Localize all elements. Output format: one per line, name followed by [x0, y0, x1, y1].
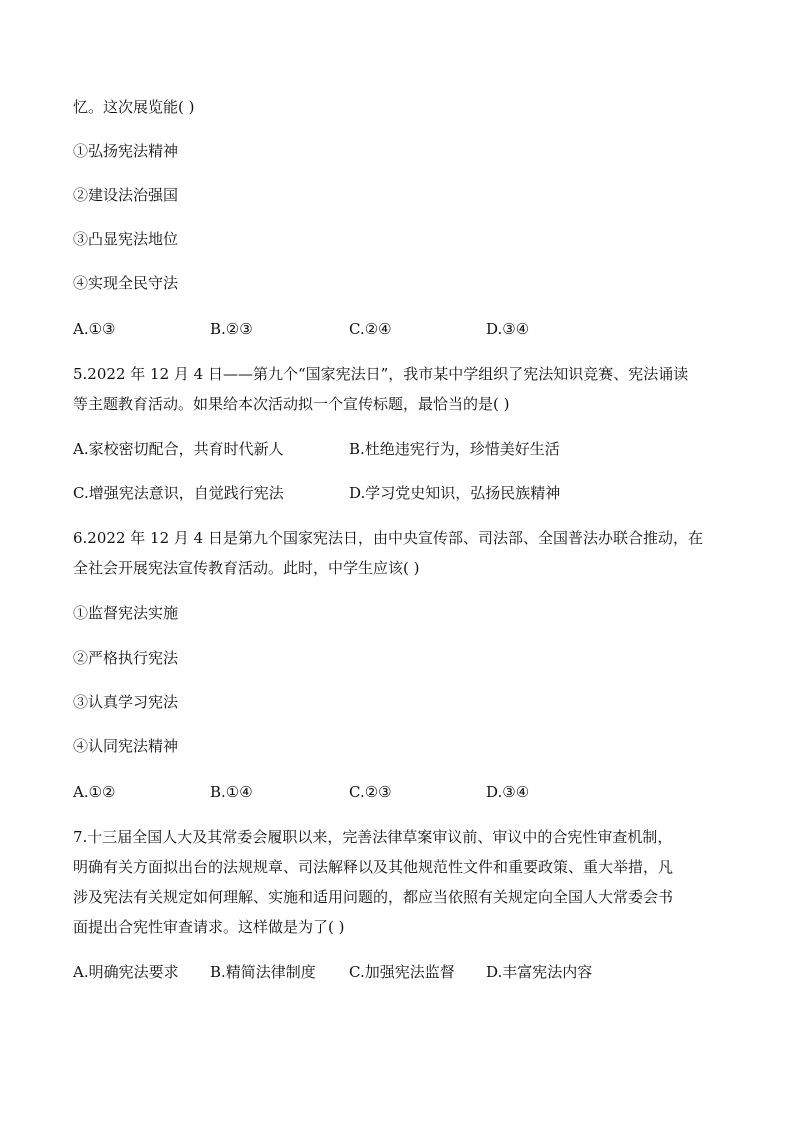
q6-option-c: C.②③	[349, 783, 392, 801]
q4-stem-tail: 忆。这次展览能( )	[73, 98, 195, 116]
q4-option-b: B.②③	[210, 320, 253, 338]
q5-option-a: A.家校密切配合，共育时代新人	[73, 440, 284, 458]
q6-option-b: B.①④	[210, 783, 253, 801]
q5-option-d: D.学习党史知识，弘扬民族精神	[349, 484, 561, 502]
q7-option-a: A.明确宪法要求	[73, 963, 179, 981]
q6-item-4: ④认同宪法精神	[73, 737, 179, 755]
q5-stem-line-2: 等主题教育活动。如果给本次活动拟一个宣传标题，最恰当的是( )	[73, 395, 510, 413]
q7-stem-line-3: 涉及宪法有关规定如何理解、实施和适用问题的，都应当依照有关规定向全国人大常委会书	[73, 888, 674, 906]
q7-option-c: C.加强宪法监督	[349, 963, 455, 981]
q6-option-d: D.③④	[486, 783, 530, 801]
q4-option-d: D.③④	[486, 320, 530, 338]
q7-option-d: D.丰富宪法内容	[486, 963, 593, 981]
q6-item-1: ①监督宪法实施	[73, 604, 179, 622]
q6-option-a: A.①②	[73, 783, 116, 801]
q4-option-c: C.②④	[349, 320, 392, 338]
q7-stem-line-2: 明确有关方面拟出台的法规规章、司法解释以及其他规范性文件和重要政策、重大举措，凡	[73, 858, 674, 876]
q7-option-b: B.精简法律制度	[210, 963, 316, 981]
q4-item-2: ②建设法治强国	[73, 186, 179, 204]
q6-item-2: ②严格执行宪法	[73, 649, 179, 667]
q6-stem-line-1: 6.2022 年 12 月 4 日是第九个国家宪法日，由中央宣传部、司法部、全国普法办联合推动，在	[73, 529, 703, 547]
q7-stem-line-4: 面提出合宪性审查请求。这样做是为了( )	[73, 918, 345, 936]
q5-stem-line-1: 5.2022 年 12 月 4 日——第九个“国家宪法日”，我市某中学组织了宪法知识竞赛、宪法诵读	[73, 365, 689, 383]
q6-item-3: ③认真学习宪法	[73, 693, 179, 711]
q4-option-a: A.①③	[73, 320, 116, 338]
q7-stem-line-1: 7.十三届全国人大及其常委会履职以来，完善法律草案审议前、审议中的合宪性审查机制，	[73, 828, 673, 846]
q6-stem-line-2: 全社会开展宪法宣传教育活动。此时，中学生应该( )	[73, 559, 420, 577]
q5-option-b: B.杜绝违宪行为，珍惜美好生活	[349, 440, 560, 458]
q4-item-3: ③凸显宪法地位	[73, 230, 179, 248]
q4-item-1: ①弘扬宪法精神	[73, 142, 179, 160]
q4-item-4: ④实现全民守法	[73, 274, 179, 292]
q5-option-c: C.增强宪法意识，自觉践行宪法	[73, 484, 284, 502]
